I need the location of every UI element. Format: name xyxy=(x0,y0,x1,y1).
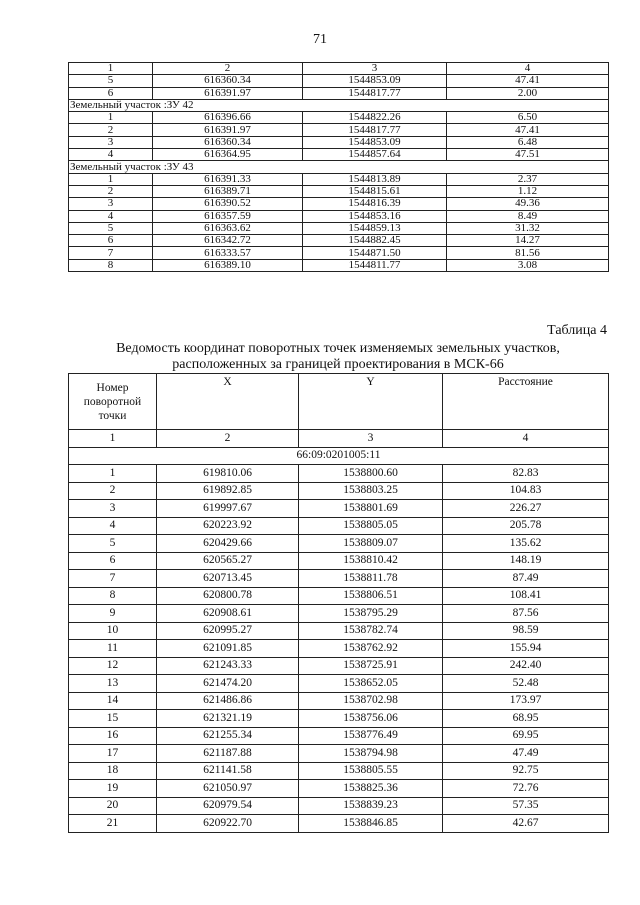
table-cell: 12 xyxy=(69,657,157,675)
table-cell: 1 xyxy=(69,465,157,483)
table-cell: 47.41 xyxy=(447,124,609,136)
table-cell: 6.50 xyxy=(447,112,609,124)
header-cell: 4 xyxy=(447,63,609,75)
caption-title-line: Ведомость координат поворотных точек изменяемых земельных участков, xyxy=(116,341,560,356)
table-cell: 2 xyxy=(69,185,153,197)
table-cell: 1544817.77 xyxy=(303,124,447,136)
header-text-line: поворотной xyxy=(83,395,142,408)
table-cell: 6 xyxy=(69,87,153,99)
table-cell: 47.49 xyxy=(443,745,609,763)
table-cell: 31.32 xyxy=(447,222,609,234)
table-row xyxy=(69,517,609,535)
table-cell: 3 xyxy=(69,136,153,148)
table-cell: 205.78 xyxy=(443,517,609,535)
table-cell: 1538762.92 xyxy=(299,640,443,658)
table-row xyxy=(69,570,609,588)
table-header-row xyxy=(69,374,609,430)
header-cell: 1 xyxy=(69,63,153,75)
table-cell: 47.51 xyxy=(447,149,609,161)
table-cell: 11 xyxy=(69,640,157,658)
table-row xyxy=(69,552,609,570)
table-cell: 82.83 xyxy=(443,465,609,483)
table-row xyxy=(69,640,609,658)
table-cell: 9 xyxy=(69,605,157,623)
table-cell: 1544817.77 xyxy=(303,87,447,99)
table-cell: 621255.34 xyxy=(157,727,299,745)
page-number: 71 xyxy=(313,32,327,47)
table-cell: 1538652.05 xyxy=(299,675,443,693)
table-row xyxy=(69,797,609,815)
table-cell: 1544853.09 xyxy=(303,75,447,87)
table-cell: 1538805.05 xyxy=(299,517,443,535)
table-cell: 98.59 xyxy=(443,622,609,640)
table-cell: 52.48 xyxy=(443,675,609,693)
table-row xyxy=(69,198,609,210)
table-cell: 621050.97 xyxy=(157,780,299,798)
table-cell: 3 xyxy=(69,500,157,518)
table-cell: 42.67 xyxy=(443,815,609,833)
table-row xyxy=(69,745,609,763)
table-cell: 1538800.60 xyxy=(299,465,443,483)
section-label: Земельный участок :ЗУ 43 xyxy=(69,161,609,173)
table-cell: 616391.33 xyxy=(153,173,303,185)
table-cell: 616333.57 xyxy=(153,247,303,259)
table-row xyxy=(69,762,609,780)
table-cell: 1538782.74 xyxy=(299,622,443,640)
header-text-line: точки xyxy=(98,409,127,422)
table-cell: 4 xyxy=(69,210,153,222)
table-cell: 3.08 xyxy=(447,259,609,271)
table-row xyxy=(69,173,609,185)
section-row xyxy=(69,99,609,111)
numbering-cell: 3 xyxy=(299,430,443,448)
table-cell: 1544822.26 xyxy=(303,112,447,124)
table-row xyxy=(69,465,609,483)
numbering-cell: 1 xyxy=(69,430,157,448)
table-row xyxy=(69,185,609,197)
header-point-number xyxy=(69,374,157,430)
table-cell: 1544811.77 xyxy=(303,259,447,271)
table-cell: 13 xyxy=(69,675,157,693)
table-cell: 68.95 xyxy=(443,710,609,728)
header-cell: 3 xyxy=(303,63,447,75)
table-cell: 1538725.91 xyxy=(299,657,443,675)
table-cell: 2 xyxy=(69,482,157,500)
table-cell: 619997.67 xyxy=(157,500,299,518)
table-cell: 620922.70 xyxy=(157,815,299,833)
table-cell: 1538803.25 xyxy=(299,482,443,500)
table-cell: 4 xyxy=(69,149,153,161)
table-cell: 1544871.50 xyxy=(303,247,447,259)
table-row xyxy=(69,657,609,675)
table-cell: 8 xyxy=(69,259,153,271)
parcel-number: 66:09:0201005:11 xyxy=(69,447,609,465)
table-cell: 616391.97 xyxy=(153,87,303,99)
table-row xyxy=(69,692,609,710)
table-cell: 7 xyxy=(69,247,153,259)
table-cell: 19 xyxy=(69,780,157,798)
table-cell: 155.94 xyxy=(443,640,609,658)
table-cell: 1538809.07 xyxy=(299,535,443,553)
table-cell: 49.36 xyxy=(447,198,609,210)
table-cell: 1538810.42 xyxy=(299,552,443,570)
table-cell: 57.35 xyxy=(443,797,609,815)
table-cell: 1544815.61 xyxy=(303,185,447,197)
table-cell: 17 xyxy=(69,745,157,763)
table-cell: 1538702.98 xyxy=(299,692,443,710)
table-cell: 1538846.85 xyxy=(299,815,443,833)
table-cell: 16 xyxy=(69,727,157,745)
table-row xyxy=(69,136,609,148)
table-cell: 69.95 xyxy=(443,727,609,745)
table-cell: 87.49 xyxy=(443,570,609,588)
table-cell: 173.97 xyxy=(443,692,609,710)
section-row xyxy=(69,161,609,173)
coordinates-table-4 xyxy=(68,373,609,833)
table-row xyxy=(69,622,609,640)
table-cell: 20 xyxy=(69,797,157,815)
table-row xyxy=(69,780,609,798)
table-cell: 72.76 xyxy=(443,780,609,798)
table-caption-title xyxy=(68,341,608,373)
table-cell: 616363.62 xyxy=(153,222,303,234)
table-cell: 226.27 xyxy=(443,500,609,518)
table-cell: 1538805.55 xyxy=(299,762,443,780)
table-cell: 620908.61 xyxy=(157,605,299,623)
table-cell: 616389.71 xyxy=(153,185,303,197)
table-row xyxy=(69,259,609,271)
table-cell: 616364.95 xyxy=(153,149,303,161)
header-x: X xyxy=(157,374,299,430)
table-cell: 616360.34 xyxy=(153,136,303,148)
table-cell: 7 xyxy=(69,570,157,588)
table-header-row xyxy=(69,63,609,75)
table-cell: 621243.33 xyxy=(157,657,299,675)
table-cell: 619810.06 xyxy=(157,465,299,483)
table-row xyxy=(69,675,609,693)
table-row xyxy=(69,75,609,87)
table-cell: 1.12 xyxy=(447,185,609,197)
table-cell: 1538794.98 xyxy=(299,745,443,763)
table-cell: 616360.34 xyxy=(153,75,303,87)
table-cell: 1 xyxy=(69,173,153,185)
table-cell: 14 xyxy=(69,692,157,710)
parcel-row xyxy=(69,447,609,465)
table-cell: 1544853.16 xyxy=(303,210,447,222)
coordinates-table-continued xyxy=(68,62,609,272)
table-cell: 2.00 xyxy=(447,87,609,99)
table-cell: 1544813.89 xyxy=(303,173,447,185)
table-caption-label: Таблица 4 xyxy=(547,323,607,338)
table-row xyxy=(69,605,609,623)
caption-title-line: расположенных за границей проектирования в МСК-66 xyxy=(172,357,504,372)
table-cell: 5 xyxy=(69,222,153,234)
table-row xyxy=(69,112,609,124)
table-cell: 616389.10 xyxy=(153,259,303,271)
header-text-line: Номер xyxy=(96,381,129,394)
table-cell: 1538806.51 xyxy=(299,587,443,605)
table-cell: 2.37 xyxy=(447,173,609,185)
table-cell: 1538839.23 xyxy=(299,797,443,815)
table-cell: 1544859.13 xyxy=(303,222,447,234)
table-cell: 4 xyxy=(69,517,157,535)
column-numbering-row xyxy=(69,430,609,448)
table-cell: 92.75 xyxy=(443,762,609,780)
table-cell: 1544882.45 xyxy=(303,235,447,247)
table-row xyxy=(69,482,609,500)
table-cell: 6 xyxy=(69,552,157,570)
table-cell: 10 xyxy=(69,622,157,640)
table-cell: 8.49 xyxy=(447,210,609,222)
table-cell: 619892.85 xyxy=(157,482,299,500)
table-cell: 18 xyxy=(69,762,157,780)
table-row xyxy=(69,587,609,605)
table-cell: 1538825.36 xyxy=(299,780,443,798)
table-cell: 104.83 xyxy=(443,482,609,500)
header-distance: Расстояние xyxy=(443,374,609,430)
table-row xyxy=(69,500,609,518)
table-cell: 620223.92 xyxy=(157,517,299,535)
table-cell: 621474.20 xyxy=(157,675,299,693)
table-cell: 616357.59 xyxy=(153,210,303,222)
table-cell: 1544853.09 xyxy=(303,136,447,148)
table-row xyxy=(69,235,609,247)
table-cell: 616390.52 xyxy=(153,198,303,210)
table-cell: 81.56 xyxy=(447,247,609,259)
table-row xyxy=(69,124,609,136)
table-row xyxy=(69,535,609,553)
table-cell: 620995.27 xyxy=(157,622,299,640)
table-cell: 1544816.39 xyxy=(303,198,447,210)
table-cell: 6 xyxy=(69,235,153,247)
table-row xyxy=(69,815,609,833)
table-cell: 14.27 xyxy=(447,235,609,247)
table-cell: 620800.78 xyxy=(157,587,299,605)
table-cell: 620565.27 xyxy=(157,552,299,570)
table-cell: 242.40 xyxy=(443,657,609,675)
table-row xyxy=(69,222,609,234)
table-cell: 5 xyxy=(69,75,153,87)
table-row xyxy=(69,727,609,745)
table-cell: 1538801.69 xyxy=(299,500,443,518)
table-cell: 1544857.64 xyxy=(303,149,447,161)
coordinates-table-continued-body xyxy=(69,63,609,272)
table-row xyxy=(69,210,609,222)
table-cell: 1 xyxy=(69,112,153,124)
table-row xyxy=(69,87,609,99)
table-cell: 135.62 xyxy=(443,535,609,553)
table-cell: 15 xyxy=(69,710,157,728)
table-cell: 47.41 xyxy=(447,75,609,87)
header-y: Y xyxy=(299,374,443,430)
table-cell: 21 xyxy=(69,815,157,833)
table-cell: 108.41 xyxy=(443,587,609,605)
table-cell: 621187.88 xyxy=(157,745,299,763)
table-cell: 3 xyxy=(69,198,153,210)
table-cell: 6.48 xyxy=(447,136,609,148)
header-cell: 2 xyxy=(153,63,303,75)
table-row xyxy=(69,149,609,161)
table-cell: 620979.54 xyxy=(157,797,299,815)
table-cell: 621321.19 xyxy=(157,710,299,728)
table-cell: 616396.66 xyxy=(153,112,303,124)
table-cell: 621091.85 xyxy=(157,640,299,658)
table-cell: 87.56 xyxy=(443,605,609,623)
coordinates-table-4-body xyxy=(69,374,609,833)
table-row xyxy=(69,247,609,259)
table-cell: 1538795.29 xyxy=(299,605,443,623)
table-cell: 621486.86 xyxy=(157,692,299,710)
numbering-cell: 2 xyxy=(157,430,299,448)
table-cell: 8 xyxy=(69,587,157,605)
table-cell: 2 xyxy=(69,124,153,136)
table-row xyxy=(69,710,609,728)
table-cell: 621141.58 xyxy=(157,762,299,780)
table-cell: 1538811.78 xyxy=(299,570,443,588)
table-cell: 616391.97 xyxy=(153,124,303,136)
table-cell: 5 xyxy=(69,535,157,553)
numbering-cell: 4 xyxy=(443,430,609,448)
table-cell: 616342.72 xyxy=(153,235,303,247)
table-cell: 620429.66 xyxy=(157,535,299,553)
table-cell: 620713.45 xyxy=(157,570,299,588)
section-label: Земельный участок :ЗУ 42 xyxy=(69,99,609,111)
table-cell: 1538756.06 xyxy=(299,710,443,728)
table-cell: 1538776.49 xyxy=(299,727,443,745)
table-cell: 148.19 xyxy=(443,552,609,570)
